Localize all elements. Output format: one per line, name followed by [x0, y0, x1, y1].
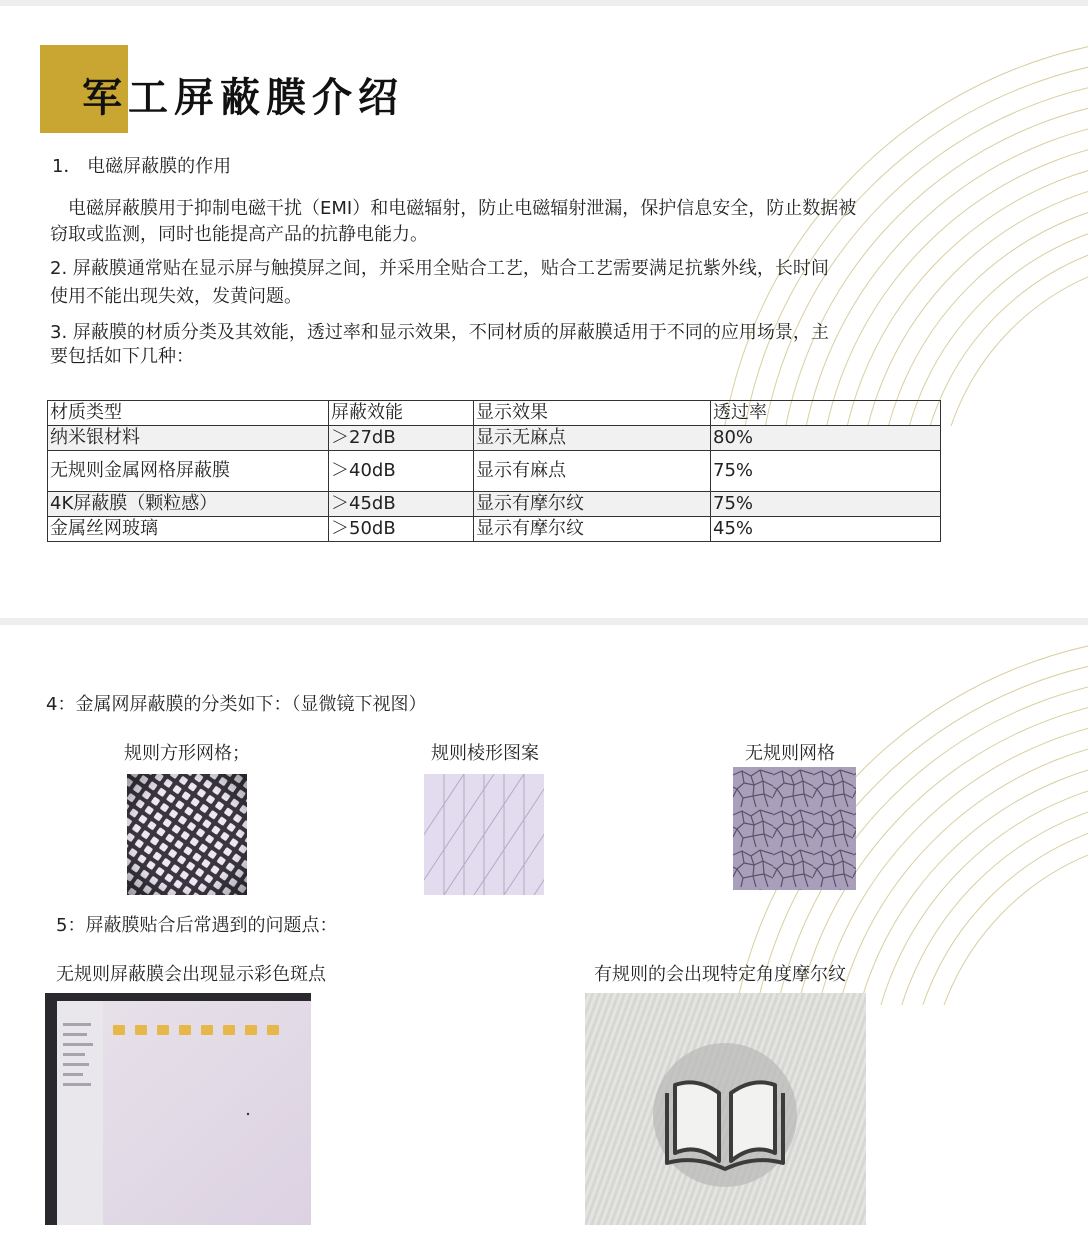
table-header: 透过率: [711, 401, 941, 426]
table-cell: 45%: [711, 517, 941, 542]
irregular-mesh-image: [733, 767, 856, 890]
material-table: [47, 400, 941, 542]
table-cell: 金属丝网玻璃: [48, 517, 329, 542]
slide-intro: [0, 6, 1088, 618]
table-cell: 纳米银材料: [48, 426, 329, 451]
problem-label-moire: 有规则的会出现特定角度摩尔纹: [594, 964, 846, 985]
para2-line2: 使用不能出现失效，发黄问题。: [50, 286, 302, 307]
page-title: 军工屏蔽膜介绍: [82, 75, 404, 121]
para1-line1: 电磁屏蔽膜用于抑制电磁干扰（EMI）和电磁辐射，防止电磁辐射泄漏，保护信息安全，防止数据被: [68, 198, 857, 219]
table-row: [48, 517, 941, 542]
para3-line2: 要包括如下几种：: [50, 346, 194, 367]
table-header-row: [48, 401, 941, 426]
table-cell: 无规则金属网格屏蔽膜: [48, 451, 329, 492]
mesh-label-square: 规则方形网格；: [124, 743, 250, 764]
para3-line1: 3. 屏蔽膜的材质分类及其效能，透过率和显示效果，不同材质的屏蔽膜适用于不同的应用场景，主: [50, 322, 829, 343]
square-mesh-image: [127, 774, 247, 895]
problem-label-spots: 无规则屏蔽膜会出现显示彩色斑点: [56, 964, 326, 985]
table-row: [48, 426, 941, 451]
table-cell: 75%: [711, 451, 941, 492]
table-header: 材质类型: [48, 401, 329, 426]
table-cell: 75%: [711, 492, 941, 517]
table-cell: 4K屏蔽膜（颗粒感）: [48, 492, 329, 517]
table-row: [48, 492, 941, 517]
diamond-mesh-image: [424, 774, 544, 895]
section5-heading: 5：屏蔽膜贴合后常遇到的问题点：: [56, 915, 338, 936]
decorative-arcs: [648, 625, 1088, 1005]
table-cell: ＞45dB: [329, 492, 474, 517]
slide-mesh-types: [0, 625, 1088, 1235]
table-cell: ＞50dB: [329, 517, 474, 542]
table-cell: 80%: [711, 426, 941, 451]
section4-heading: 4：金属网屏蔽膜的分类如下：（显微镜下视图）: [46, 694, 427, 715]
section1-heading: 1． 电磁屏蔽膜的作用: [52, 156, 232, 177]
table-row: [48, 451, 941, 492]
mesh-label-diamond: 规则棱形图案: [431, 743, 539, 764]
para2-line1: 2. 屏蔽膜通常贴在显示屏与触摸屏之间，并采用全贴合工艺，贴合工艺需要满足抗紫外线，长时间: [50, 258, 829, 279]
table-cell: 显示有麻点: [474, 451, 711, 492]
table-cell: ＞27dB: [329, 426, 474, 451]
table-cell: 显示无麻点: [474, 426, 711, 451]
table-cell: ＞40dB: [329, 451, 474, 492]
colored-spots-photo: [45, 993, 311, 1225]
table-header: 显示效果: [474, 401, 711, 426]
para1-line2: 窃取或监测，同时也能提高产品的抗静电能力。: [50, 224, 428, 245]
table-cell: 显示有摩尔纹: [474, 492, 711, 517]
mesh-label-irregular: 无规则网格: [745, 743, 835, 764]
table-header: 屏蔽效能: [329, 401, 474, 426]
table-cell: 显示有摩尔纹: [474, 517, 711, 542]
moire-photo: [585, 993, 866, 1225]
